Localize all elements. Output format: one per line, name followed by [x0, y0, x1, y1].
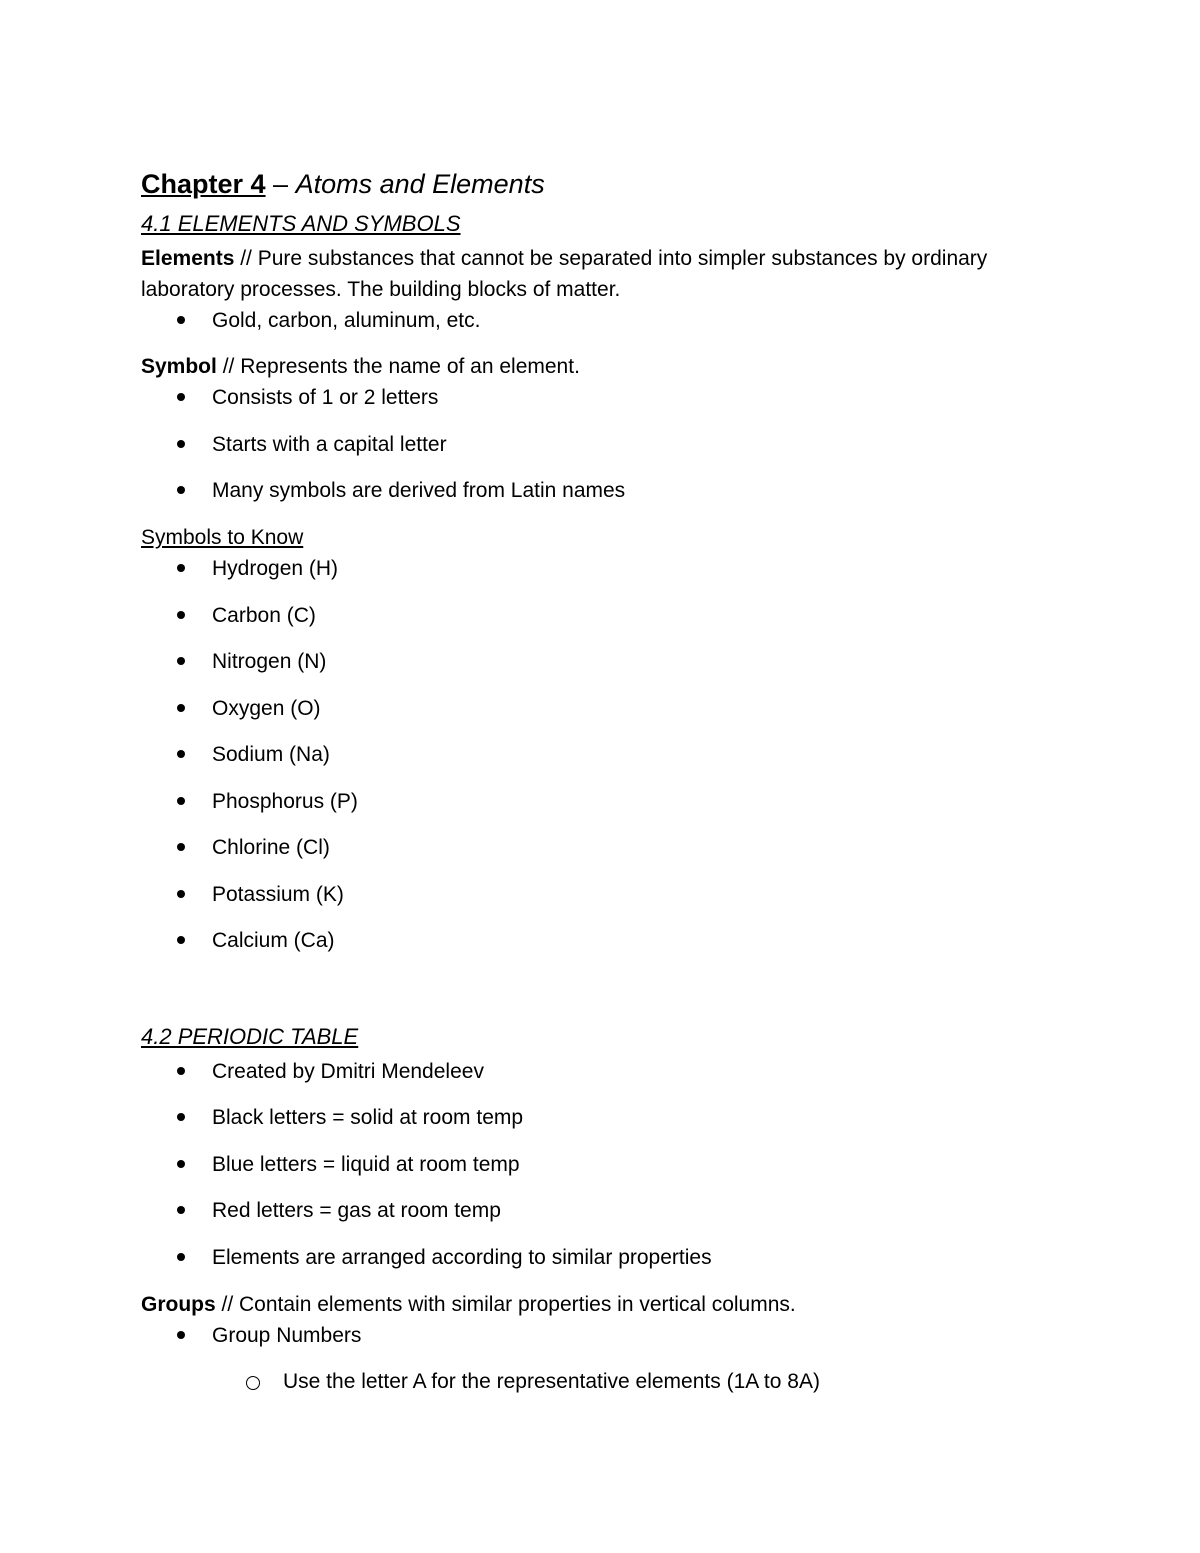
bullet-icon	[174, 654, 188, 668]
section-41-heading: 4.1 ELEMENTS AND SYMBOLS	[141, 211, 461, 236]
symbol-def-text: // Represents the name of an element.	[216, 355, 580, 378]
elements-term: Elements	[141, 247, 235, 270]
bullet-icon	[174, 313, 188, 327]
groups-definition	[141, 1292, 796, 1317]
bullet-icon	[174, 1250, 188, 1264]
list-item: Starts with a capital letter	[212, 433, 447, 456]
list-item: Phosphorus (P)	[212, 790, 358, 813]
bullet-icon	[174, 483, 188, 497]
elements-definition-line2: laboratory processes. The building blocks of matter.	[141, 278, 621, 301]
bullet-icon	[174, 794, 188, 808]
bullet-icon	[174, 1064, 188, 1078]
chapter-title	[141, 168, 545, 200]
bullet-icon	[174, 747, 188, 761]
bullet-icon	[174, 390, 188, 404]
bullet-icon	[174, 608, 188, 622]
list-item: Calcium (Ca)	[212, 929, 335, 952]
list-item: Chlorine (Cl)	[212, 836, 330, 859]
sub-list-item: Use the letter A for the representative elements (1A to 8A)	[283, 1370, 820, 1393]
chapter-label: Chapter 4	[141, 169, 266, 199]
list-item: Hydrogen (H)	[212, 557, 339, 580]
list-item: Gold, carbon, aluminum, etc.	[212, 309, 481, 332]
groups-term: Groups	[141, 1293, 216, 1316]
bullet-icon	[174, 887, 188, 901]
list-item: Nitrogen (N)	[212, 650, 327, 673]
list-item: Potassium (K)	[212, 883, 344, 906]
section-42-heading: 4.2 PERIODIC TABLE	[141, 1024, 359, 1049]
elements-def-text: // Pure substances that cannot be separated into simpler substances by ordinary	[234, 247, 988, 270]
bullet-icon	[174, 933, 188, 947]
list-item: Consists of 1 or 2 letters	[212, 386, 439, 409]
list-item: Group Numbers	[212, 1324, 362, 1347]
bullet-icon	[174, 437, 188, 451]
symbol-definition	[141, 354, 580, 379]
symbols-to-know-heading: Symbols to Know	[141, 526, 304, 549]
bullet-icon	[174, 1328, 188, 1342]
list-item: Sodium (Na)	[212, 743, 330, 766]
hollow-circle-bullet-icon	[246, 1376, 260, 1390]
bullet-icon	[174, 840, 188, 854]
symbol-term: Symbol	[141, 355, 217, 378]
list-item: Red letters = gas at room temp	[212, 1199, 501, 1222]
list-item: Elements are arranged according to similar properties	[212, 1246, 712, 1269]
bullet-icon	[174, 1203, 188, 1217]
elements-definition-line1	[141, 246, 987, 271]
list-item: Black letters = solid at room temp	[212, 1106, 524, 1129]
list-item: Carbon (C)	[212, 604, 316, 627]
groups-def-text: // Contain elements with similar properties in vertical columns.	[215, 1293, 796, 1316]
bullet-icon	[174, 1110, 188, 1124]
bullet-icon	[174, 701, 188, 715]
chapter-dash: –	[265, 169, 296, 199]
list-item: Many symbols are derived from Latin names	[212, 479, 626, 502]
bullet-icon	[174, 1157, 188, 1171]
list-item: Oxygen (O)	[212, 697, 321, 720]
list-item: Created by Dmitri Mendeleev	[212, 1060, 484, 1083]
chapter-subtitle: Atoms and Elements	[295, 169, 545, 199]
list-item: Blue letters = liquid at room temp	[212, 1153, 520, 1176]
bullet-icon	[174, 561, 188, 575]
